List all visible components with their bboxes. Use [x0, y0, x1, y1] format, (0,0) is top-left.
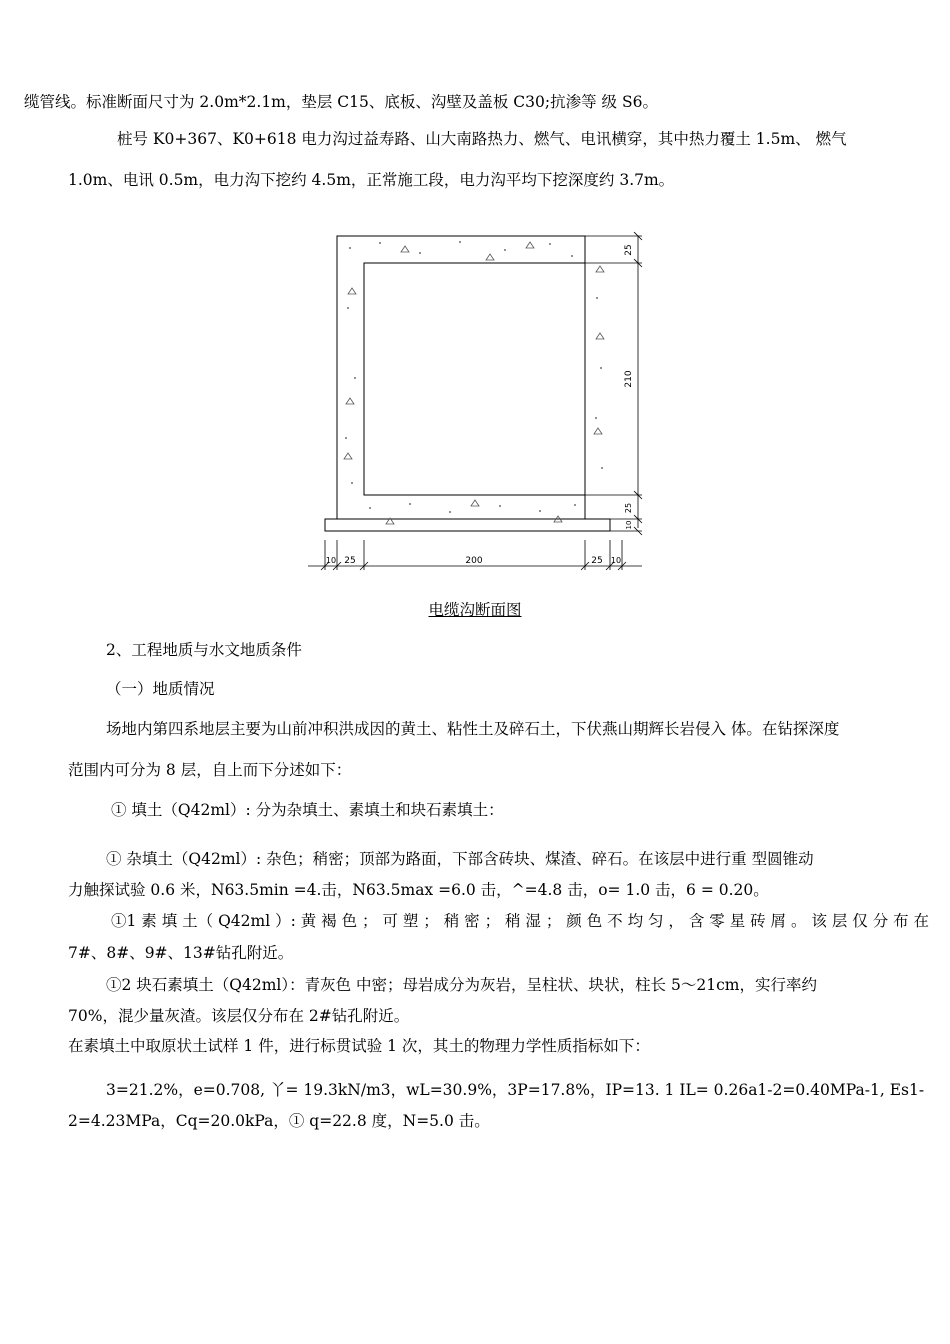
paragraph-crossing-line-2: 1.0m、电讯 0.5m，电力沟下挖约 4.5m，正常施工段，电力沟平均下挖深度约 3.7m。	[68, 171, 675, 189]
aggregate-triangles	[344, 242, 604, 524]
dim-top-thickness: 25	[624, 244, 634, 256]
item-fill-soil: ① 填土（Q42ml）: 分为杂填土、素填土和块石素填土：	[111, 801, 504, 819]
dim-cushion-thickness: 10	[625, 520, 633, 530]
item-plain-fill-line-2: 7#、8#、9#、13#钻孔附近。	[68, 944, 294, 962]
item-block-stone-fill-line-2: 70%，混少量灰渣。该层仅分布在 2#钻孔附近。	[68, 1007, 410, 1025]
item-miscellaneous-fill-line-2: 力触探试验 0.6 米，N63.5min =4.击，N63.5max =6.0 击，^=4.8 击，o= 1.0 击，6 = 0.20。	[68, 881, 769, 899]
dim-left-wall: 25	[344, 556, 356, 566]
dim-left-cushion: 10	[325, 556, 337, 565]
paragraph-standard-section: 缆管线。标准断面尺寸为 2.0m*2.1m，垫层 C15、底板、沟壁及盖板 C30;抗渗等 级 S6。	[24, 93, 658, 111]
sample-description: 在素填土中取原状土试样 1 件，进行标贯试验 1 次，其土的物理力学性质指标如下：	[68, 1037, 650, 1055]
trench-inner-void	[364, 263, 585, 495]
dim-inner-height: 210	[624, 370, 634, 388]
soil-properties-line-2: 2=4.23MPa，Cq=20.0kPa，① q=22.8 度，N=5.0 击。	[68, 1112, 490, 1130]
dim-inner-width: 200	[465, 556, 483, 566]
figure-caption: 电缆沟断面图	[428, 601, 522, 619]
subsection-heading-geology: （一）地质情况	[106, 680, 215, 698]
item-plain-fill-line-1: ①1 素 填 土（ Q42ml ）: 黄 褐 色 ； 可 塑 ； 稍 密 ； 稍 湿 ； 颜 色 不 均 匀 ， 含 零 星 砖 屑 。 该 层 仅 分 布 在	[111, 912, 930, 930]
dim-right-wall: 25	[591, 556, 603, 566]
item-block-stone-fill-line-1: ①2 块石素填土（Q42ml）：青灰色 中密；母岩成分为灰岩，呈柱状、块状，柱长 5〜21cm，实行率约	[106, 976, 817, 994]
intro-line-2: 范围内可分为 8 层，自上而下分述如下：	[68, 761, 352, 779]
paragraph-crossing-line-1: 桩号 K0+367、K0+618 电力沟过益寿路、山大南路热力、燃气、电讯横穿，其中热力覆土 1.5m、 燃气	[117, 130, 847, 148]
soil-properties-line-1: 3=21.2%，e=0.708, 丫= 19.3kN/m3，wL=30.9%，3P=17.8%，IP=13. 1 IL= 0.26a1-2=0.40MPa-1, Es1-	[106, 1081, 925, 1099]
dim-bottom-thickness: 25	[624, 502, 633, 514]
section-heading-geology: 2、工程地质与水文地质条件	[106, 641, 302, 659]
item-miscellaneous-fill-line-1: ① 杂填土（Q42ml）: 杂色；稍密；顶部为路面，下部含砖块、煤渣、碎石。在该层中进行重 型圆锥动	[106, 850, 814, 868]
intro-line-1: 场地内第四系地层主要为山前冲积洪成因的黄土、粘性土及碎石土，下伏燕山期辉长岩侵入 体。在钻探深度	[106, 720, 840, 738]
trench-outer-wall	[337, 236, 585, 519]
cable-trench-section-drawing	[300, 228, 650, 578]
cushion-layer	[325, 519, 610, 531]
concrete-hatch	[345, 241, 603, 513]
dim-right-cushion: 10	[610, 556, 622, 565]
